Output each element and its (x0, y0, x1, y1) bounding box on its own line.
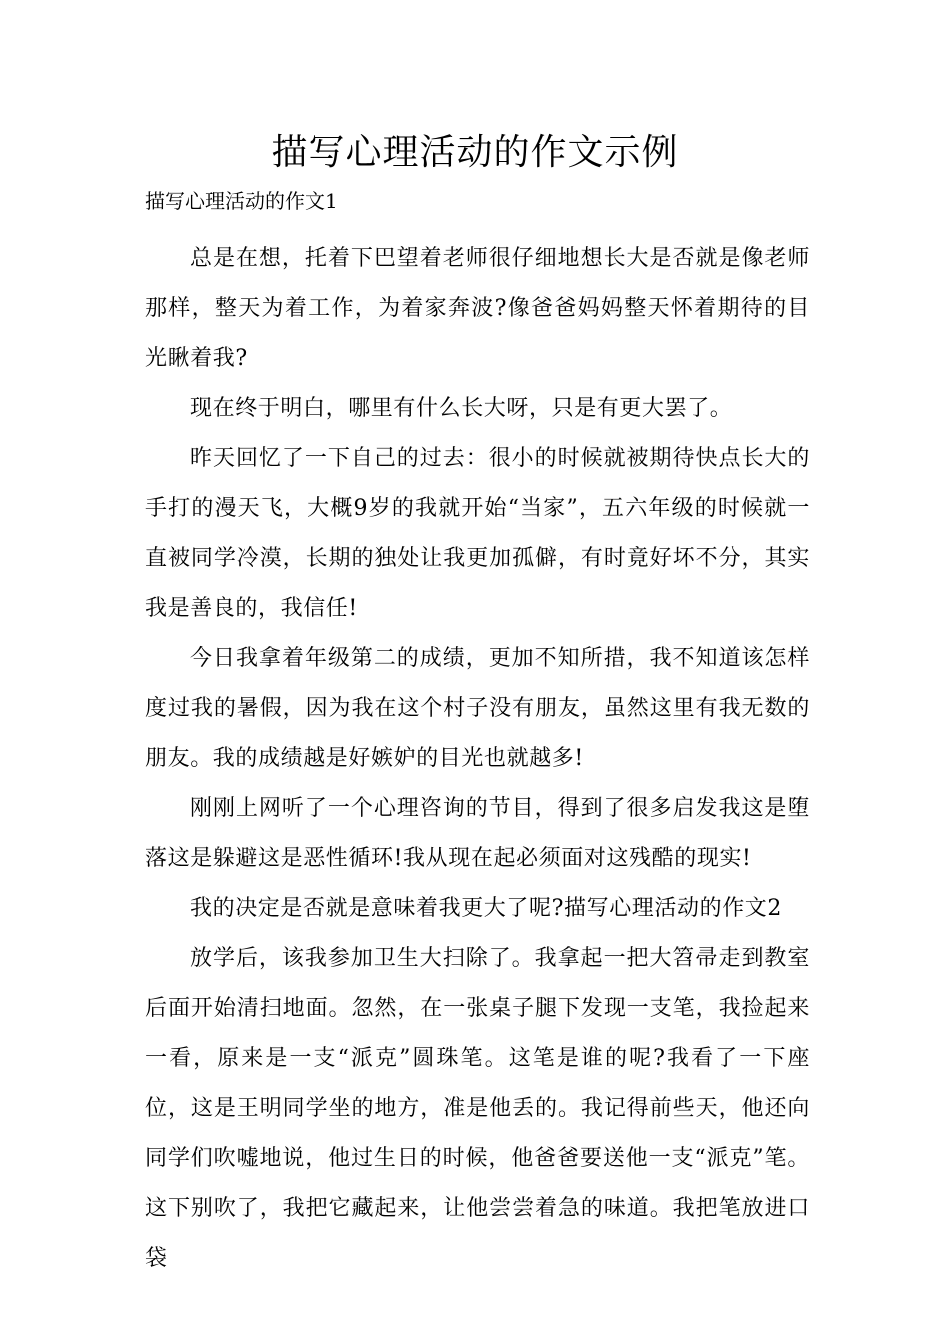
paragraph: 刚刚上网听了一个心理咨询的节目，得到了很多启发我这是堕落这是躲避这是恶性循环!我从现在起必须面对这残酷的现实! (145, 796, 810, 871)
paragraph: 我的决定是否就是意味着我更大了呢?描写心理活动的作文2 (190, 896, 782, 921)
paragraph: 总是在想，托着下巴望着老师很仔细地想长大是否就是像老师那样，整天为着工作，为着家奔波?像爸爸妈妈整天怀着期待的目光瞅着我? (145, 246, 810, 371)
document-body (145, 234, 810, 1284)
paragraph: 放学后，该我参加卫生大扫除了。我拿起一把大笤帚走到教室后面开始清扫地面。忽然，在一张桌子腿下发现一支笔，我捡起来一看，原来是一支“派克”圆珠笔。这笔是谁的呢?我看了一下座位，这是王明同学坐的地方，准是他丢的。我记得前些天，他还向同学们吹嘘地说，他过生日的时候，他爸爸要送他一支“派克”笔。这下别吹了，我把它藏起来，让他尝尝着急的味道。我把笔放进口袋 (145, 946, 810, 1271)
paragraph: 昨天回忆了一下自己的过去：很小的时候就被期待快点长大的手打的漫天飞，大概9岁的我就开始“当家”，五六年级的时候就一直被同学冷漠，长期的独处让我更加孤僻，有时竟好坏不分，其实我是善良的，我信任! (145, 446, 810, 621)
document-title: 描写心理活动的作文示例 (271, 132, 679, 173)
paragraph: 今日我拿着年级第二的成绩，更加不知所措，我不知道该怎样度过我的暑假，因为我在这个村子没有朋友，虽然这里有我无数的朋友。我的成绩越是好嫉妒的目光也就越多! (145, 646, 810, 771)
paragraph: 现在终于明白，哪里有什么长大呀，只是有更大罢了。 (190, 396, 733, 421)
document-subtitle: 描写心理活动的作文1 (145, 189, 338, 213)
